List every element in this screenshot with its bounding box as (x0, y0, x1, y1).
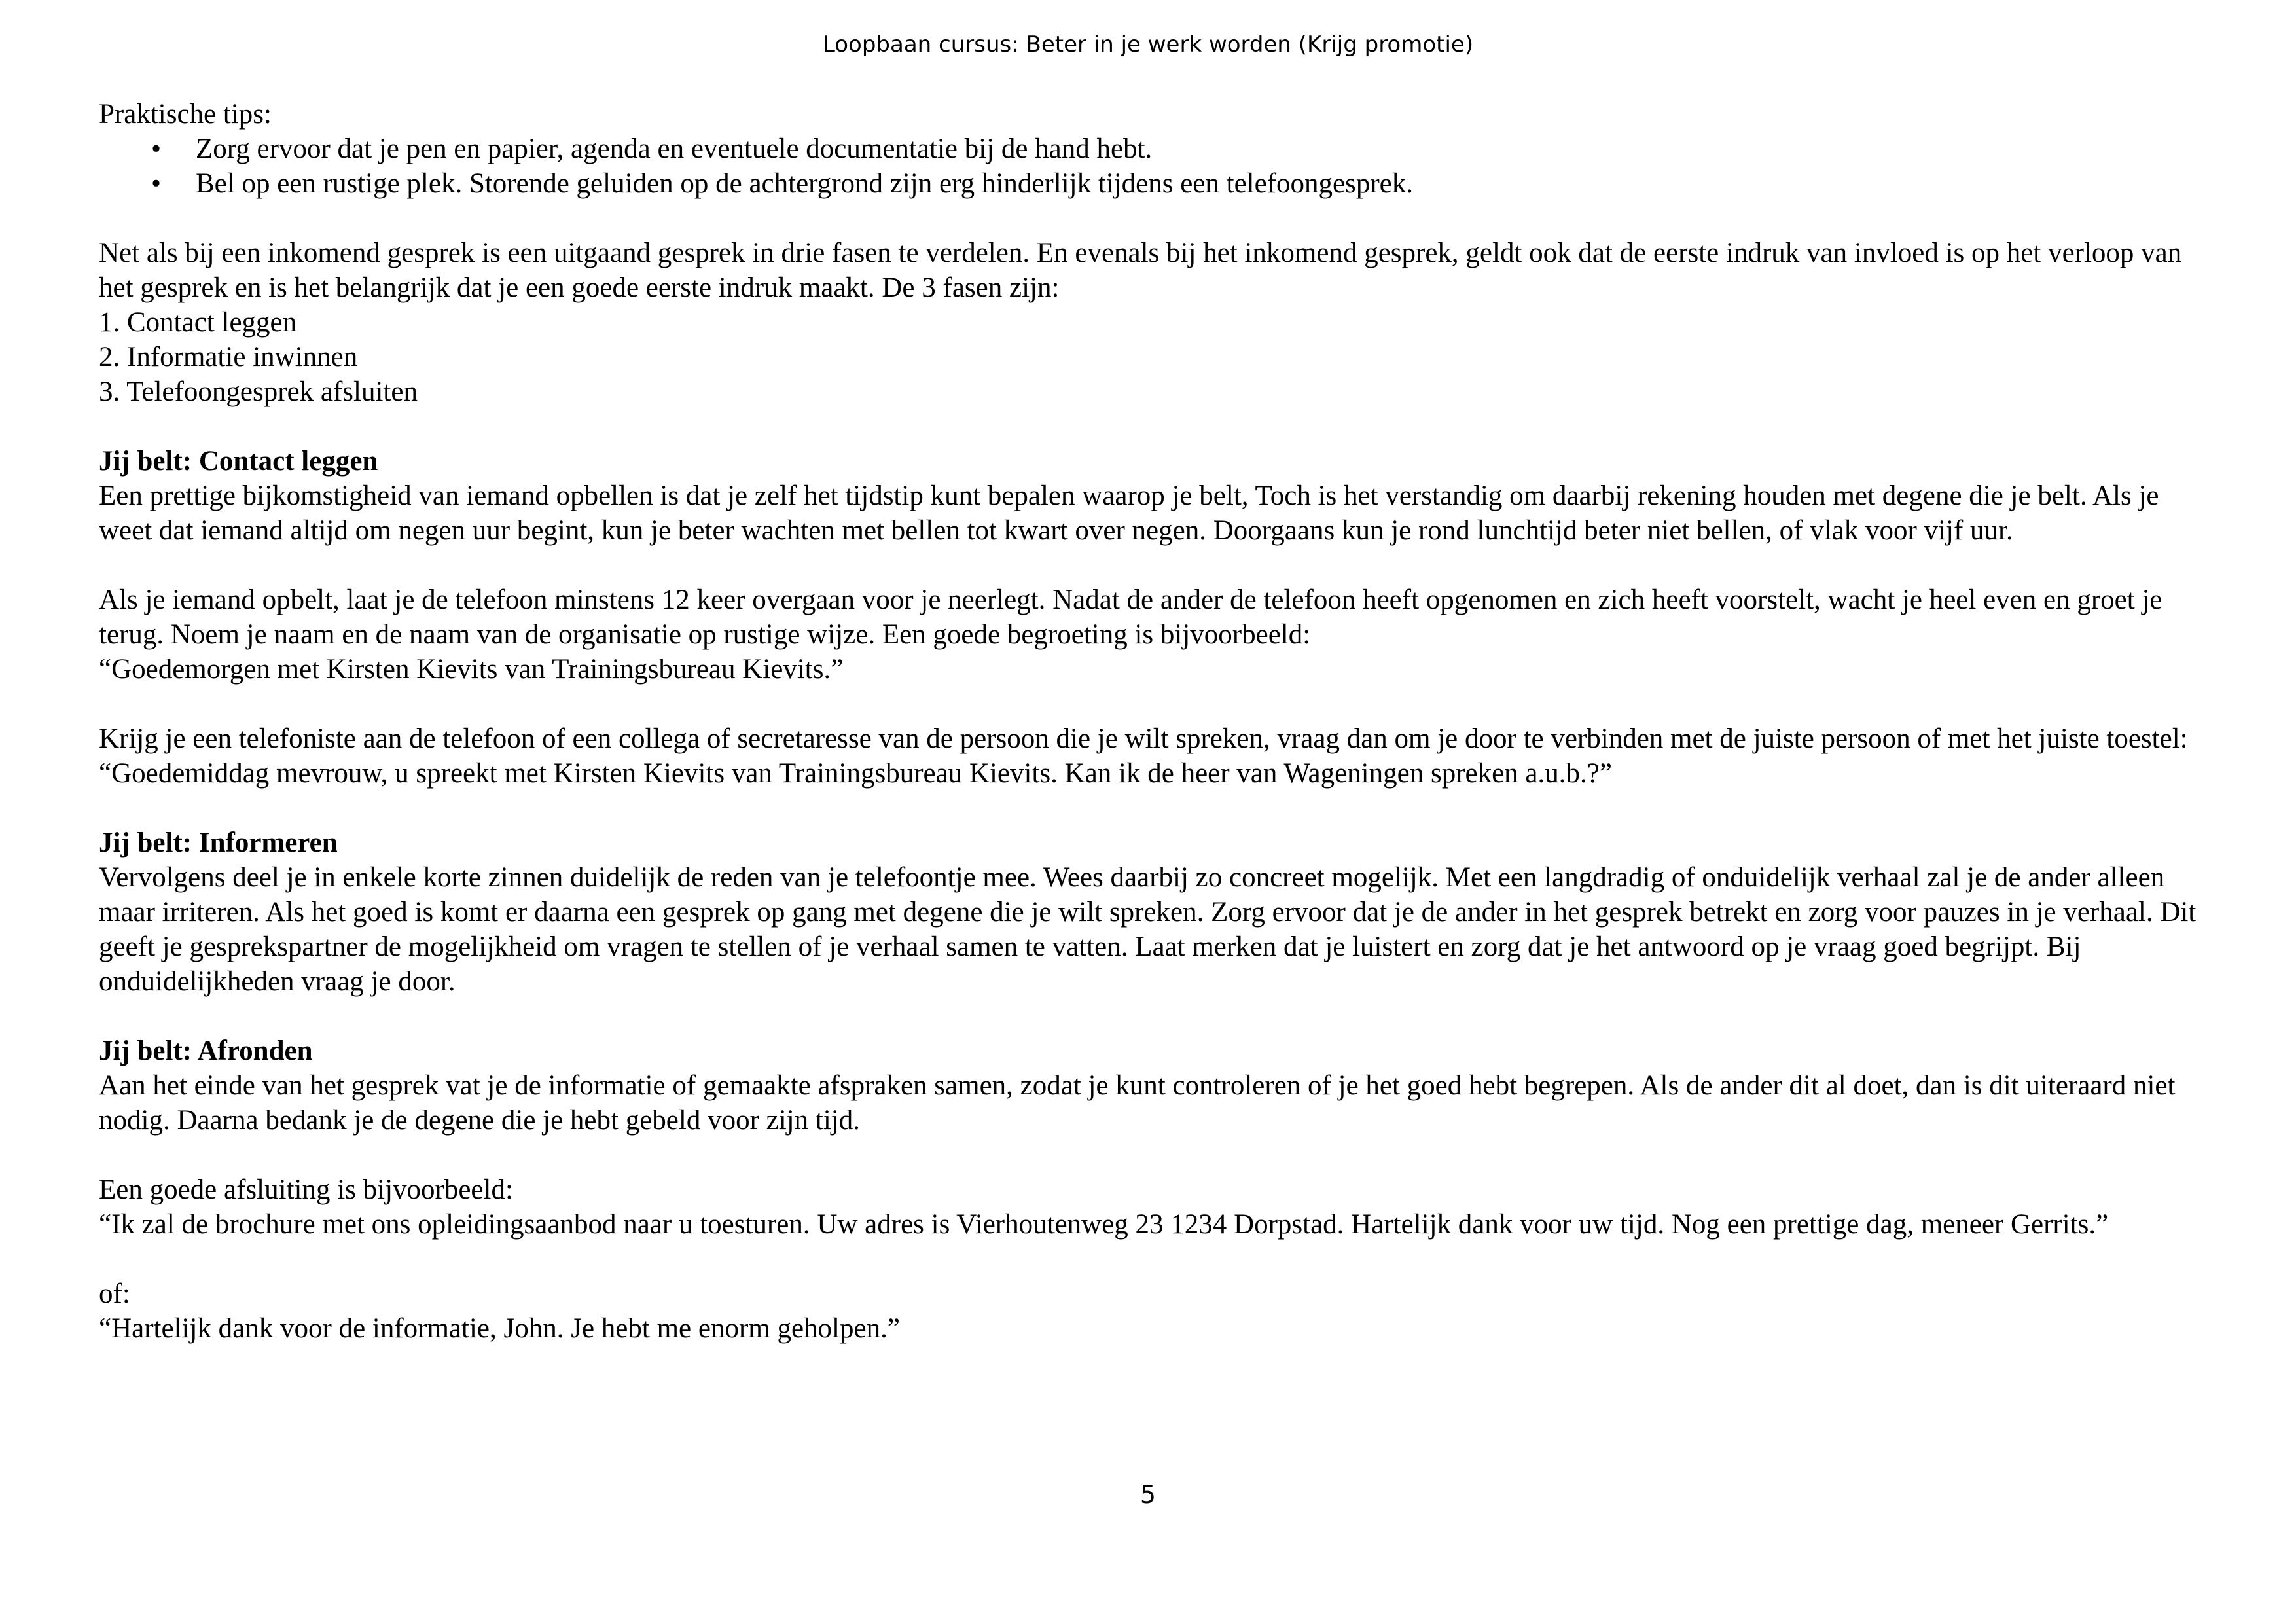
phases-list (99, 305, 2206, 409)
list-item: 1. Contact leggen (99, 307, 297, 338)
section-heading-inform: Jij belt: Informeren (99, 827, 338, 858)
list-item: 3. Telefoongesprek afsluiten (99, 376, 418, 407)
section-heading-contact: Jij belt: Contact leggen (99, 446, 378, 477)
closing-quote: “Hartelijk dank voor de informatie, John. Je hebt me enorm geholpen.” (99, 1313, 900, 1344)
spacer (99, 548, 2206, 583)
tip-text: Zorg ervoor dat je pen en papier, agenda en eventuele documentatie bij de hand hebt. (196, 134, 1153, 164)
inform-paragraph: Vervolgens deel je in enkele korte zinnen duidelijk de reden van je telefoontje mee. Wees daarbij zo concreet mogelijk. Met een langdradig of onduidelijk verhaal zal je de ander alleen maar irriteren. Als het goed is komt er daarna een gesprek op gang met degene die je wilt spreken. Zorg ervoor dat je de ander in het gesprek betrekt en zorg voor pauzes in je verhaal. Dit geeft je gesprekspartner de mogelijkheid om vragen te stellen of je verhaal samen te vatten. Laat merken dat je luistert en zorg dat je het antwoord op je vraag goed begrijpt. Bij onduidelijkheden vraag je door. (99, 862, 2197, 997)
page-header: Loopbaan cursus: Beter in je werk worden (Krijg promotie) (822, 31, 1474, 58)
list-item (99, 166, 2206, 201)
spacer (99, 201, 2206, 236)
contact-paragraph: Als je iemand opbelt, laat je de telefoon minstens 12 keer overgaan voor je neerlegt. Nadat de ander de telefoon heeft opgenomen en zich heeft voorstelt, wacht je heel even en groet je terug. Noem je naam en de naam van de organisatie op rustige wijze. Een goede begroeting is bijvoorbeeld: (99, 585, 2162, 650)
closing-example-label: Een goede afsluiting is bijvoorbeeld: (99, 1174, 513, 1205)
closing-quote: “Ik zal de brochure met ons opleidingsaanbod naar u toesturen. Uw adres is Vierhoutenweg 23 1234 Dorpstad. Hartelijk dank voor uw tijd. Nog een prettige dag, meneer Gerrits.” (99, 1209, 2109, 1240)
spacer (99, 1138, 2206, 1172)
tip-text: Bel op een rustige plek. Storende geluiden op de achtergrond zijn erg hinderlijk tijdens een telefoongesprek. (196, 168, 1414, 199)
tips-label: Praktische tips: (99, 99, 272, 130)
contact-paragraph: Krijg je een telefoniste aan de telefoon of een collega of secretaresse van de persoon die je wilt spreken, vraag dan om je door te verbinden met de juiste persoon of met het juiste toestel: (99, 723, 2188, 754)
section-heading-closing: Jij belt: Afronden (99, 1036, 313, 1066)
greeting-quote: “Goedemorgen met Kirsten Kievits van Trainingsbureau Kievits.” (99, 654, 844, 685)
bullet-icon: • (151, 134, 162, 164)
list-item (99, 132, 2206, 166)
document-body (99, 97, 2206, 1346)
spacer (99, 1242, 2206, 1276)
spacer (99, 791, 2206, 825)
spacer (99, 409, 2206, 444)
spacer (99, 999, 2206, 1034)
phases-paragraph: Net als bij een inkomend gesprek is een uitgaand gesprek in drie fasen te verdelen. En evenals bij het inkomend gesprek, geldt ook dat de eerste indruk van invloed is op het verloop van het gesprek en is het belangrijk dat je een goede eerste indruk maakt. De 3 fasen zijn: (99, 238, 2182, 303)
spacer (99, 687, 2206, 721)
or-label: of: (99, 1278, 130, 1309)
tips-list (99, 132, 2206, 201)
list-item: 2. Informatie inwinnen (99, 342, 358, 372)
closing-paragraph: Aan het einde van het gesprek vat je de informatie of gemaakte afspraken samen, zodat je kunt controleren of je het goed hebt begrepen. Als de ander dit al doet, dan is dit uiteraard niet nodig. Daarna bedank je de degene die je hebt gebeld voor zijn tijd. (99, 1070, 2176, 1136)
bullet-icon: • (151, 168, 162, 199)
contact-paragraph: Een prettige bijkomstigheid van iemand opbellen is dat je zelf het tijdstip kunt bepalen waarop je belt, Toch is het verstandig om daarbij rekening houden met degene die je belt. Als je weet dat iemand altijd om negen uur begint, kun je beter wachten met bellen tot kwart over negen. Doorgaans kun je rond lunchtijd beter niet bellen, of vlak voor vijf uur. (99, 480, 2159, 546)
transfer-quote: “Goedemiddag mevrouw, u spreekt met Kirsten Kievits van Trainingsbureau Kievits. Kan ik de heer van Wageningen spreken a.u.b.?” (99, 758, 1612, 789)
page-number: 5 (1139, 1480, 1157, 1509)
